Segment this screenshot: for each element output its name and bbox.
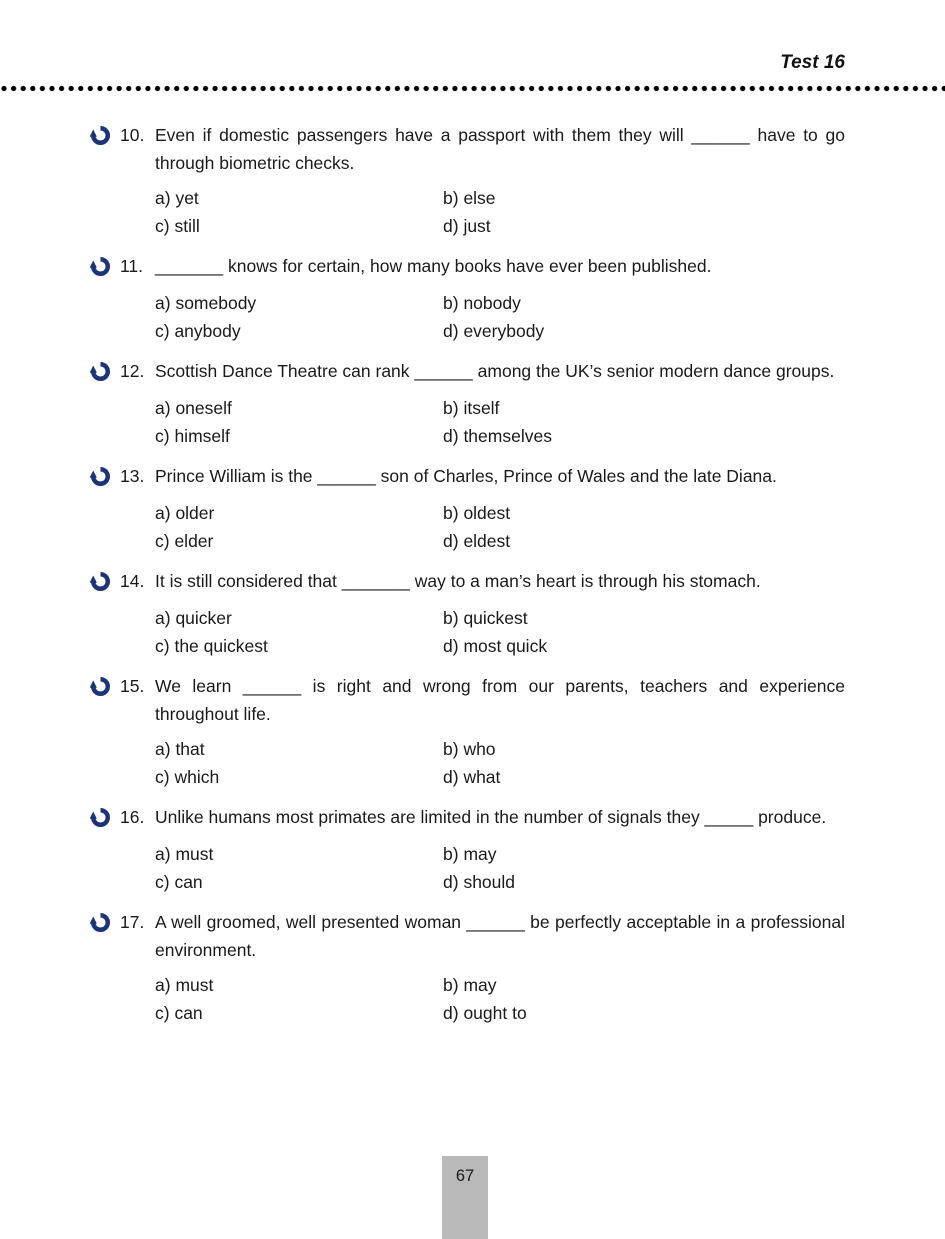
option-label: b) (443, 293, 464, 313)
circular-arrow-icon (90, 567, 120, 597)
option (443, 527, 845, 555)
question-text: Prince William is the ______ son of Charles, Prince of Wales and the late Diana. (155, 466, 777, 486)
option-text: can (174, 1003, 203, 1023)
question-block (90, 567, 845, 660)
question-options (155, 604, 845, 660)
option (155, 212, 443, 240)
option (443, 971, 845, 999)
footer-bar (442, 1156, 488, 1239)
option-label: b) (443, 398, 464, 418)
option-label: a) (155, 293, 176, 313)
question-options (155, 394, 845, 450)
option-label: b) (443, 503, 464, 523)
option-label: c) (155, 426, 175, 446)
question-block (90, 803, 845, 896)
option-text: quickest (463, 608, 528, 628)
questions (0, 93, 945, 1027)
question-text: Unlike humans most primates are limited in the number of signals they _____ produce. (155, 807, 827, 827)
option (443, 317, 845, 345)
option-text: nobody (463, 293, 521, 313)
option-text: anybody (174, 321, 241, 341)
circular-arrow-icon (90, 462, 120, 492)
option (155, 735, 443, 763)
option-label: d) (443, 426, 464, 446)
question-text: Even if domestic passengers have a passport with them they will ______ have to go through biometric checks. (155, 125, 845, 173)
option-label: c) (155, 1003, 175, 1023)
option-text: may (463, 975, 497, 995)
question-block (90, 357, 845, 450)
question-block (90, 672, 845, 791)
option-label: a) (155, 739, 176, 759)
option-text: else (463, 188, 496, 208)
option (443, 422, 845, 450)
question-text: Scottish Dance Theatre can rank ______ among the UK’s senior modern dance groups. (155, 361, 835, 381)
circular-arrow-icon (90, 672, 120, 728)
option-label: d) (443, 321, 464, 341)
option-text: must (175, 975, 214, 995)
option-label: c) (155, 767, 175, 787)
option-text: just (463, 216, 491, 236)
question-number: 15. (120, 676, 145, 696)
option (443, 289, 845, 317)
circular-arrow-icon (90, 803, 120, 833)
circular-arrow-icon (90, 357, 120, 387)
option-label: b) (443, 188, 464, 208)
option-text: himself (174, 426, 230, 446)
option-text: yet (175, 188, 199, 208)
question-options (155, 735, 845, 791)
option-label: b) (443, 975, 464, 995)
option (443, 604, 845, 632)
question-text: _______ knows for certain, how many books have ever been published. (155, 256, 712, 276)
option-text: older (175, 503, 215, 523)
option (155, 184, 443, 212)
option-label: a) (155, 975, 176, 995)
question-text: A well groomed, well presented woman ______ be perfectly acceptable in a professional environment. (155, 912, 845, 960)
option-label: a) (155, 503, 176, 523)
option-text: can (174, 872, 203, 892)
option-text: themselves (463, 426, 552, 446)
option-label: c) (155, 531, 175, 551)
option-text: still (174, 216, 200, 236)
question-options (155, 184, 845, 240)
option-text: should (463, 872, 516, 892)
question-options (155, 289, 845, 345)
option-text: may (463, 844, 497, 864)
option-label: d) (443, 1003, 464, 1023)
option (443, 632, 845, 660)
option (155, 289, 443, 317)
option (155, 499, 443, 527)
option-text: the quickest (174, 636, 268, 656)
option-text: ought to (463, 1003, 527, 1023)
option-text: elder (174, 531, 214, 551)
option-label: c) (155, 216, 175, 236)
question-number: 17. (120, 912, 145, 932)
option (155, 632, 443, 660)
option-label: b) (443, 844, 464, 864)
option-label: d) (443, 767, 464, 787)
question-options (155, 499, 845, 555)
option (443, 735, 845, 763)
page-title: Test 16 (780, 52, 845, 73)
option-text: who (463, 739, 496, 759)
option-label: c) (155, 321, 175, 341)
question-number: 14. (120, 571, 145, 591)
page-number: 67 (455, 1167, 475, 1185)
question-number: 13. (120, 466, 145, 486)
option (443, 763, 845, 791)
option-text: quicker (175, 608, 232, 628)
option-text: oldest (463, 503, 511, 523)
question-number: 11. (120, 256, 144, 276)
option-text: oneself (175, 398, 232, 418)
question-options (155, 840, 845, 896)
question-number: 12. (120, 361, 145, 381)
question-number: 16. (120, 807, 145, 827)
option (155, 317, 443, 345)
circular-arrow-icon (90, 908, 120, 964)
question-options (155, 971, 845, 1027)
question-text: We learn ______ is right and wrong from our parents, teachers and experience throughout life. (155, 676, 845, 724)
question-block (90, 121, 845, 240)
option (155, 840, 443, 868)
option-label: b) (443, 739, 464, 759)
question-block (90, 462, 845, 555)
option-text: that (175, 739, 205, 759)
option (155, 999, 443, 1027)
option (443, 184, 845, 212)
option-text: most quick (463, 636, 548, 656)
option-label: d) (443, 216, 464, 236)
option-text: everybody (463, 321, 545, 341)
option-label: a) (155, 608, 176, 628)
option-text: which (174, 767, 220, 787)
option (155, 763, 443, 791)
option (155, 527, 443, 555)
dotted-divider (0, 84, 945, 93)
option (443, 868, 845, 896)
option (443, 999, 845, 1027)
option-label: b) (443, 608, 464, 628)
circular-arrow-icon (90, 252, 120, 282)
option-label: d) (443, 872, 464, 892)
option-text: must (175, 844, 214, 864)
question-block (90, 908, 845, 1027)
circular-arrow-icon (90, 121, 120, 177)
question-block (90, 252, 845, 345)
option (155, 422, 443, 450)
option (443, 499, 845, 527)
option (443, 840, 845, 868)
option-text: eldest (463, 531, 511, 551)
option-text: itself (463, 398, 500, 418)
option (155, 868, 443, 896)
question-text: It is still considered that _______ way to a man’s heart is through his stomach. (155, 571, 761, 591)
option-label: a) (155, 844, 176, 864)
option-label: a) (155, 188, 176, 208)
option (155, 604, 443, 632)
option (443, 212, 845, 240)
option-label: d) (443, 636, 464, 656)
option-label: c) (155, 636, 175, 656)
page-header (0, 0, 945, 74)
option (155, 971, 443, 999)
option-label: a) (155, 398, 176, 418)
option (155, 394, 443, 422)
option-label: c) (155, 872, 175, 892)
option (443, 394, 845, 422)
option-text: what (463, 767, 501, 787)
option-label: d) (443, 531, 464, 551)
question-number: 10. (120, 125, 145, 145)
option-text: somebody (175, 293, 257, 313)
